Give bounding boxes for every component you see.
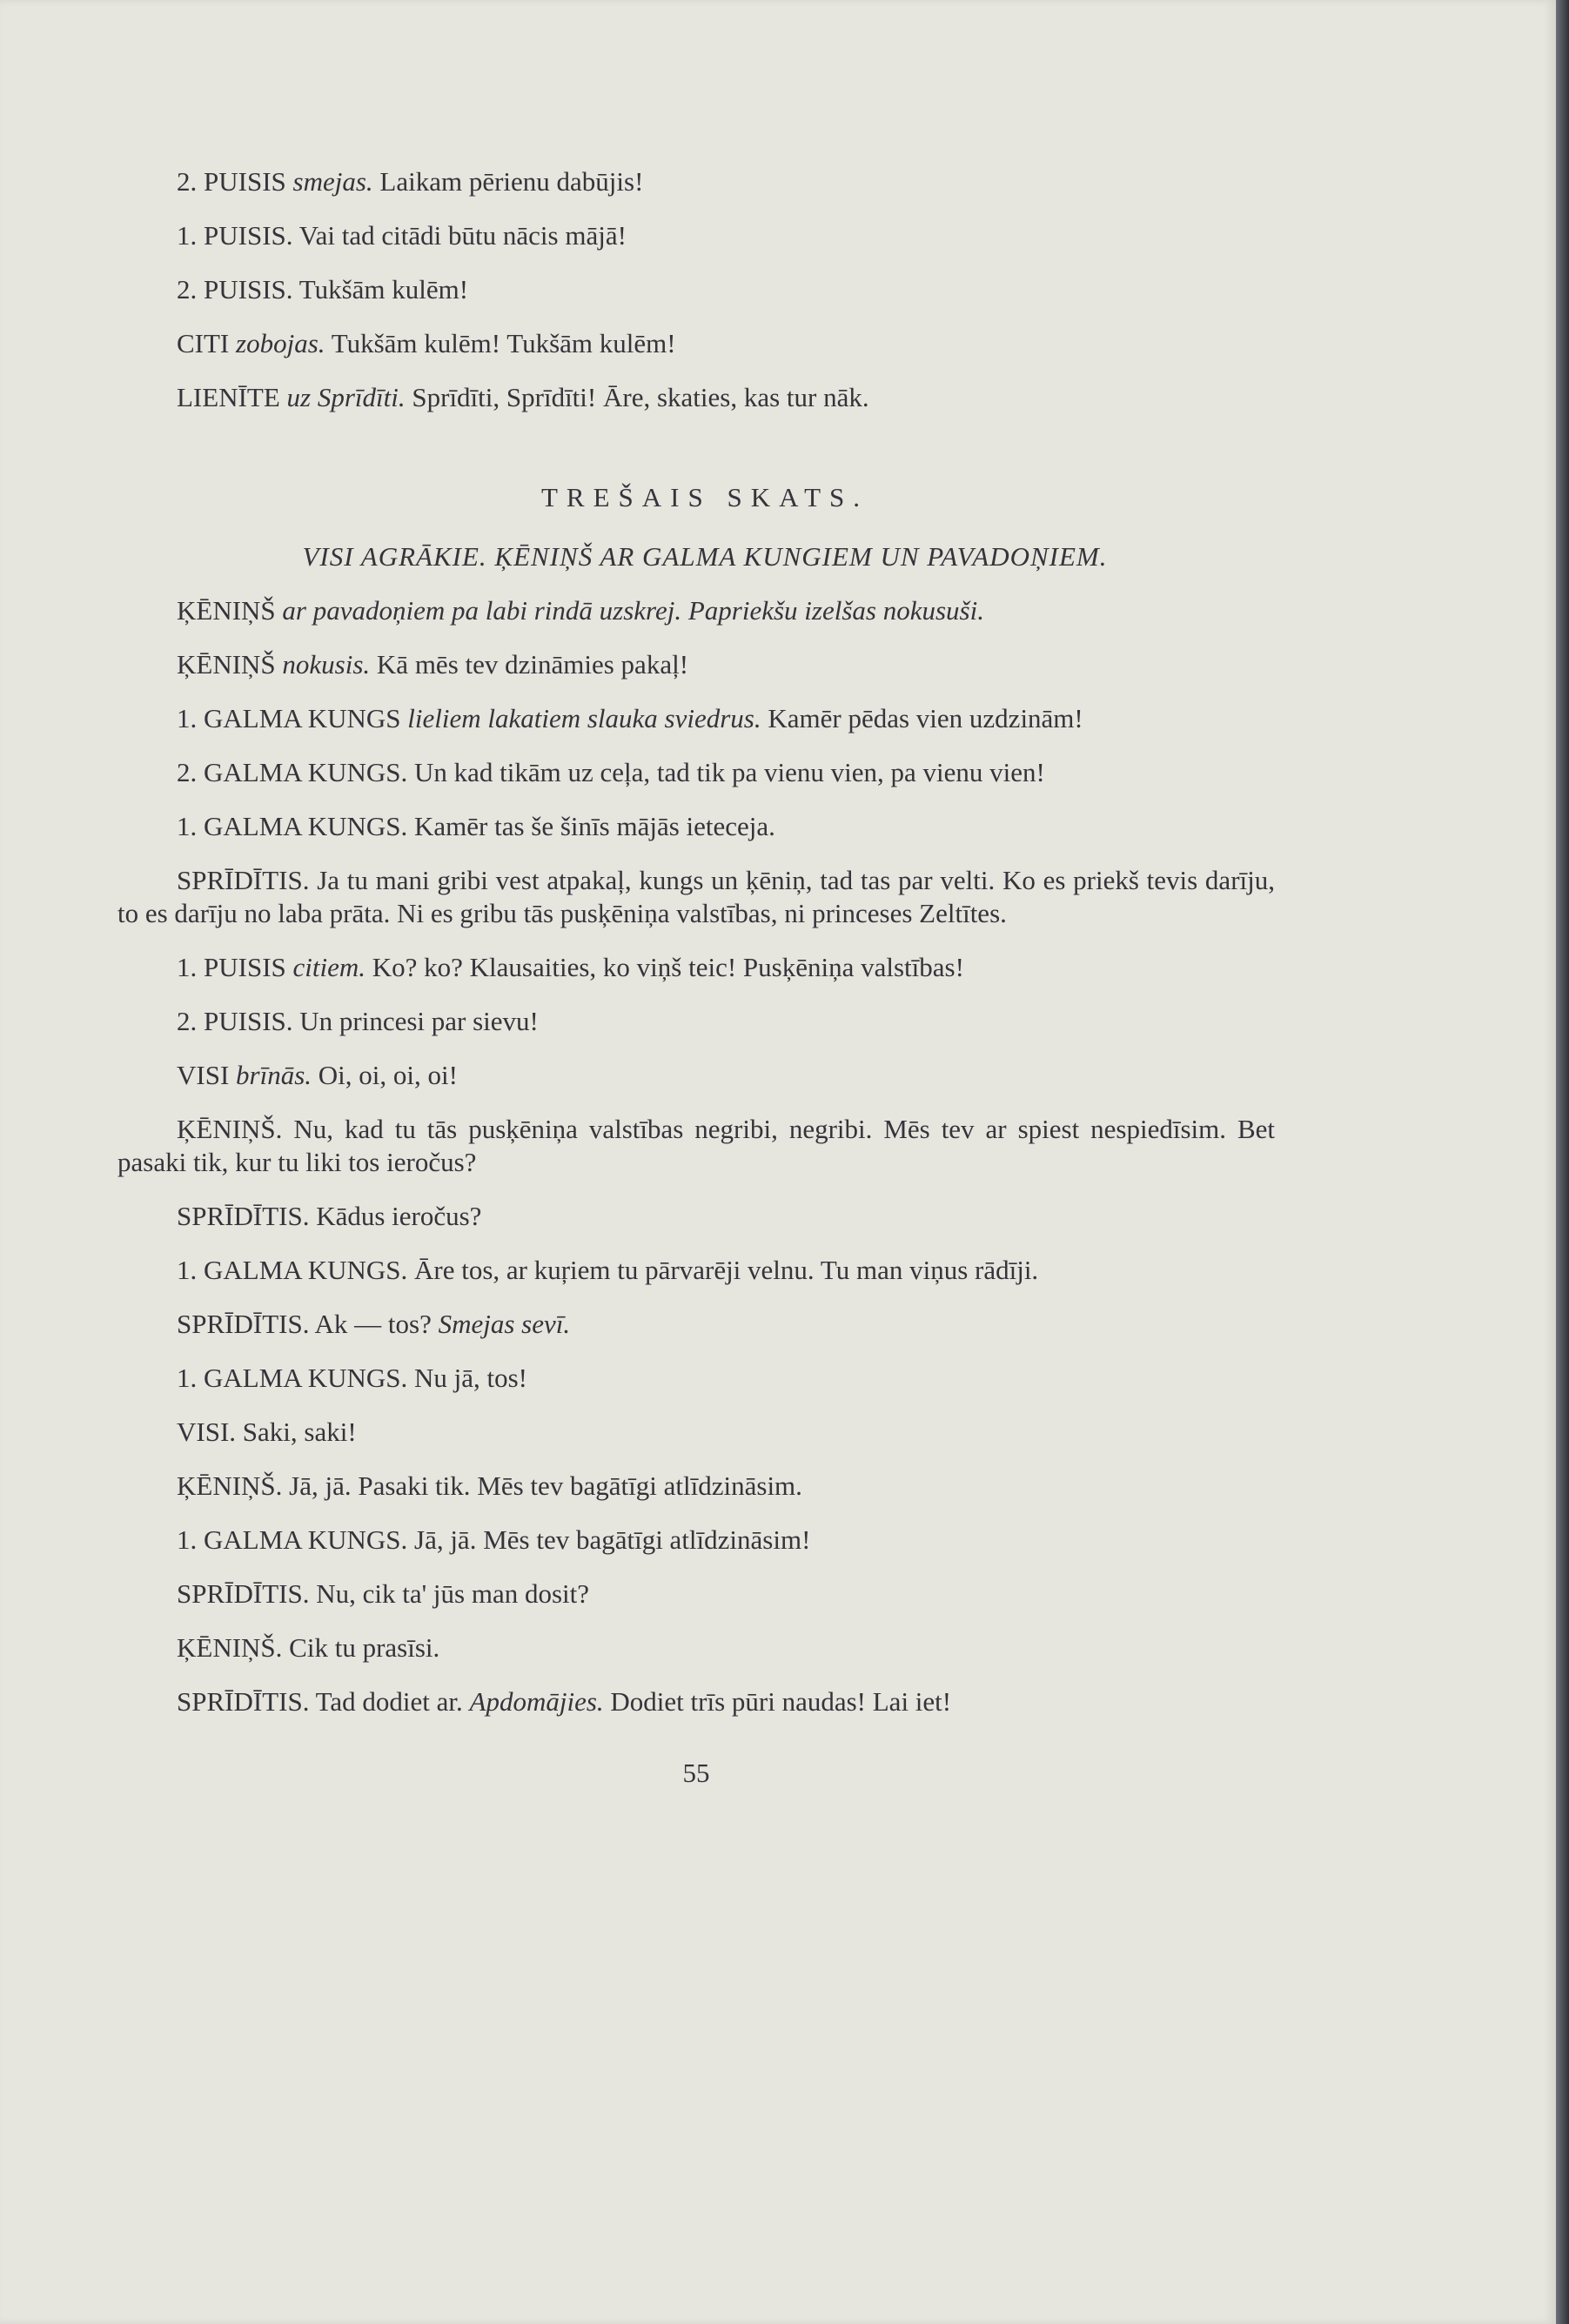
speech: Jā, jā. Mēs tev bagātīgi atlīdzināsim!: [414, 1524, 811, 1555]
speaker: SPRĪDĪTIS.: [177, 1686, 310, 1717]
stage-direction: zobojas.: [236, 328, 325, 358]
speaker: 1. GALMA KUNGS.: [177, 811, 408, 841]
dialogue-line: [117, 1254, 1275, 1287]
speech: Laikam pērienu dabūjis!: [379, 166, 644, 197]
speaker: VISI.: [177, 1417, 237, 1447]
dialogue-line: [117, 381, 1275, 414]
speech: Oi, oi, oi, oi!: [318, 1060, 458, 1090]
speech: Saki, saki!: [242, 1417, 357, 1447]
dialogue-line: [117, 1362, 1275, 1395]
speaker: 1. GALMA KUNGS.: [177, 1363, 408, 1393]
speaker: CITI: [177, 328, 230, 358]
dialogue-line: [117, 810, 1275, 843]
speaker: ĶĒNIŅŠ: [177, 595, 276, 626]
speaker: LIENĪTE: [177, 382, 280, 412]
dialogue-line: [117, 1524, 1275, 1557]
speaker: VISI: [177, 1060, 230, 1090]
stage-direction: Smejas sevī.: [438, 1309, 571, 1339]
dialogue-line: [117, 1059, 1275, 1092]
stage-direction: ar pavadoņiem pa labi rindā uzskrej. Papriekšu izelšas nokusuši.: [282, 595, 984, 626]
speaker: 1. PUISIS.: [177, 220, 293, 251]
speech: Nu, kad tu tās pusķēniņa valstības negribi, negribi. Mēs tev ar spiest nespiedīsim. Bet pasaki tik, kur tu liki tos ieročus?: [117, 1114, 1276, 1177]
speech: Vai tad citādi būtu nācis mājā!: [298, 220, 627, 251]
speech: Tukšām kulēm! Tukšām kulēm!: [331, 328, 676, 358]
scene-heading: TREŠAIS SKATS.: [541, 482, 868, 512]
stage-direction: brīnās.: [236, 1060, 312, 1090]
dialogue-line: [117, 165, 1275, 198]
speech: Cik tu prasīsi.: [289, 1632, 440, 1663]
dialogue-line: [117, 1308, 1275, 1341]
dialogue-line: [117, 1416, 1275, 1449]
speech: Tukšām kulēm!: [298, 274, 469, 305]
speaker: 1. PUISIS: [177, 952, 286, 982]
stage-direction: smejas.: [292, 166, 373, 197]
dialogue-line: [117, 1113, 1275, 1179]
speech: Kā mēs tev dzināmies pakaļ!: [376, 649, 689, 680]
stage-direction: uz Sprīdīti.: [286, 382, 406, 412]
speech: Un kad tikām uz ceļa, tad tik pa vienu vien, pa vienu vien!: [414, 757, 1045, 787]
speech: Ja tu mani gribi vest atpakaļ, kungs un ķēniņ, tad tas par velti. Ko es priekš tevis darīju, to es darīju no laba prāta. Ni es gribu tās pusķēniņa valstības, ni princeses Zeltītes.: [117, 865, 1275, 928]
speaker: SPRĪDĪTIS.: [177, 1201, 310, 1231]
dialogue-line: [117, 1005, 1275, 1038]
speech: Kamēr tas še šinīs mājās ieteceja.: [414, 811, 775, 841]
speech: Dodiet trīs pūri naudas! Lai iet!: [610, 1686, 952, 1717]
speaker: 1. GALMA KUNGS.: [177, 1255, 408, 1285]
speech: Sprīdīti, Sprīdīti! Āre, skaties, kas tur nāk.: [412, 382, 869, 412]
page-number: 55: [682, 1758, 710, 1788]
speaker: 2. PUISIS.: [177, 274, 293, 305]
speaker: 1. GALMA KUNGS.: [177, 1524, 408, 1555]
scene-stage-direction: VISI AGRĀKIE. ĶĒNIŅŠ AR GALMA KUNGIEM UN PAVADOŅIEM.: [302, 541, 1108, 572]
dialogue-line: [117, 273, 1275, 306]
speech: Ak — tos?: [314, 1309, 432, 1339]
dialogue-line: [117, 951, 1275, 984]
speaker: ĶĒNIŅŠ: [177, 649, 276, 680]
speech: Jā, jā. Pasaki tik. Mēs tev bagātīgi atlīdzināsim.: [289, 1470, 802, 1501]
dialogue-line: [117, 327, 1275, 360]
stage-direction: Apdomājies.: [469, 1686, 604, 1717]
stage-direction: nokusis.: [282, 649, 371, 680]
page-text: [117, 165, 1275, 1790]
speaker: ĶĒNIŅŠ.: [177, 1470, 283, 1501]
speech: Tad dodiet ar.: [315, 1686, 463, 1717]
speech: Un princesi par sievu!: [299, 1006, 539, 1036]
speaker: SPRĪDĪTIS.: [177, 1309, 310, 1339]
dialogue-line: [117, 1200, 1275, 1233]
dialogue-line: [117, 1577, 1275, 1611]
speech: Kādus ieročus?: [316, 1201, 482, 1231]
dialogue-line: [117, 756, 1275, 789]
speaker: SPRĪDĪTIS.: [177, 1578, 310, 1609]
dialogue-line: [117, 648, 1275, 681]
speech: Āre tos, ar kuŗiem tu pārvarēji velnu. Tu man viņus rādīji.: [414, 1255, 1039, 1285]
speech: Kamēr pēdas vien uzdzinām!: [768, 703, 1083, 733]
speaker: ĶĒNIŅŠ.: [177, 1114, 283, 1144]
speaker: 2. GALMA KUNGS.: [177, 757, 408, 787]
speaker: ĶĒNIŅŠ.: [177, 1632, 283, 1663]
speech: Nu jā, tos!: [414, 1363, 528, 1393]
stage-direction: lieliem lakatiem slauka sviedrus.: [407, 703, 761, 733]
dialogue-line: [117, 864, 1275, 930]
page-edge: [1556, 0, 1569, 2324]
stage-direction: citiem.: [292, 952, 366, 982]
dialogue-line: [117, 702, 1275, 735]
dialogue-line: [117, 594, 1275, 627]
speaker: 2. PUISIS.: [177, 1006, 293, 1036]
speech: Ko? ko? Klausaities, ko viņš teic! Pusķēniņa valstības!: [372, 952, 964, 982]
dialogue-line: [117, 219, 1275, 252]
dialogue-line: [117, 1470, 1275, 1503]
dialogue-line: [117, 1685, 1275, 1718]
speaker: 2. PUISIS: [177, 166, 286, 197]
speech: Nu, cik ta' jūs man dosit?: [316, 1578, 590, 1609]
speaker: SPRĪDĪTIS.: [177, 865, 310, 895]
dialogue-line: [117, 1631, 1275, 1664]
speaker: 1. GALMA KUNGS: [177, 703, 401, 733]
